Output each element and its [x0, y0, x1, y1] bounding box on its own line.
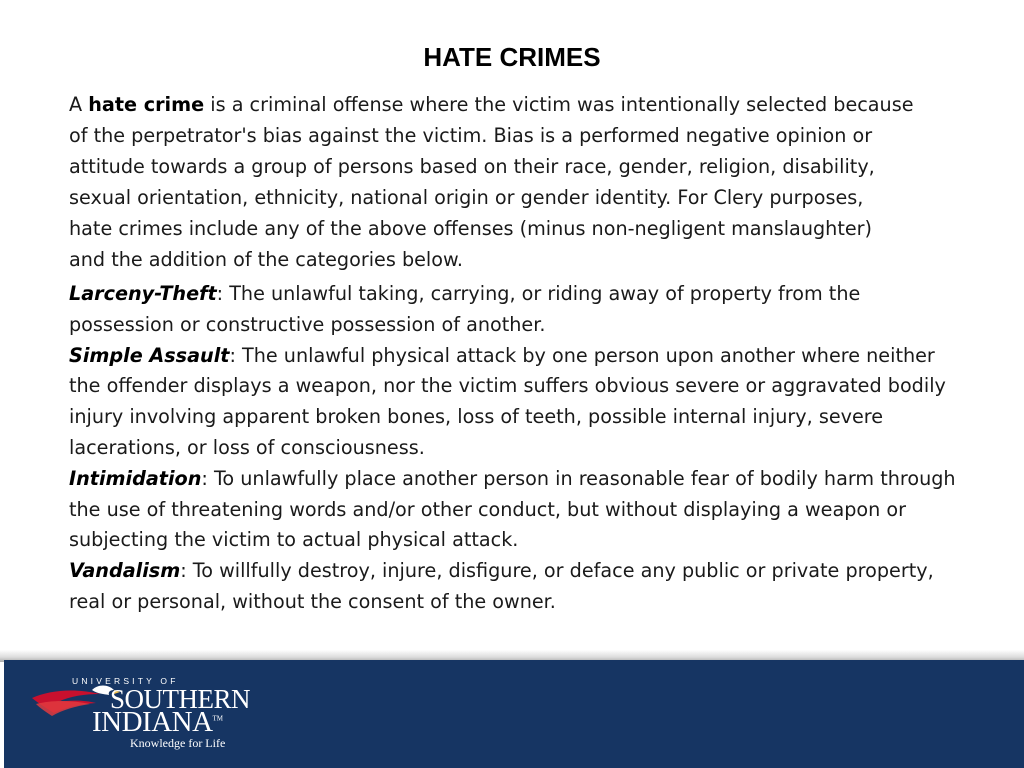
slide-title: HATE CRIMES — [423, 42, 601, 72]
intro-paragraph — [69, 89, 1019, 275]
logo-indiana-text: INDIANA — [92, 706, 213, 738]
definition-line: real or personal, without the consent of the owner. — [69, 589, 556, 613]
intro-line: and the addition of the categories below. — [69, 248, 464, 271]
definition-line — [69, 341, 1019, 372]
university-logo — [30, 668, 260, 756]
definition-text: : To unlawfully place another person in reasonable fear of bodily harm through — [201, 466, 956, 490]
definition-line — [69, 464, 1019, 495]
definition-line: the offender displays a weapon, nor the victim suffers obvious severe or aggravated bodily — [69, 374, 946, 398]
logo-university-of: UNIVERSITY OF — [72, 676, 179, 686]
slide-body — [69, 89, 1019, 618]
definition-text: : To willfully destroy, injure, disfigure, or deface any public or private property, — [180, 559, 934, 583]
logo-indiana — [92, 706, 223, 739]
definition-line: subjecting the victim to actual physical attack. — [69, 528, 519, 552]
definition-line — [69, 279, 1019, 310]
definition-term: Intimidation — [69, 466, 202, 490]
intro-line: of the perpetrator's bias against the victim. Bias is a performed negative opinion or — [69, 124, 873, 147]
definition-text: : The unlawful taking, carrying, or riding away of property from the — [216, 282, 861, 305]
definitions-list — [69, 279, 1019, 618]
logo-southern: SOUTHERN — [110, 684, 251, 714]
intro-lead-article: A — [69, 93, 83, 116]
definition-term: Simple Assault — [69, 343, 230, 367]
intro-term-hate-crime: hate crime — [88, 93, 205, 116]
definition-intimidation — [69, 464, 1019, 556]
definition-line: possession or constructive possession of another. — [69, 312, 546, 336]
definition-larceny-theft — [69, 279, 1019, 341]
intro-line: hate crimes include any of the above offenses (minus non-negligent manslaughter) — [69, 217, 873, 240]
definition-vandalism — [69, 556, 1019, 618]
definition-line: injury involving apparent broken bones, loss of teeth, possible internal injury, severe — [69, 405, 884, 429]
definition-term: Vandalism — [69, 559, 181, 583]
definition-text: : The unlawful physical attack by one person upon another where neither — [229, 343, 935, 367]
definition-simple-assault — [69, 341, 1019, 464]
intro-line-text: is a criminal offense where the victim was intentionally selected because — [210, 93, 914, 116]
definition-line — [69, 556, 1019, 587]
logo-trademark: TM — [212, 714, 224, 723]
definition-term: Larceny-Theft — [69, 282, 217, 305]
logo-tagline: Knowledge for Life — [130, 736, 226, 750]
intro-line: sexual orientation, ethnicity, national origin or gender identity. For Clery purposes, — [69, 186, 864, 209]
intro-line — [69, 89, 1019, 120]
definition-line: lacerations, or loss of consciousness. — [69, 435, 425, 459]
intro-line: attitude towards a group of persons based on their race, gender, religion, disability, — [69, 155, 875, 178]
definition-line: the use of threatening words and/or other conduct, but without displaying a weapon or — [69, 497, 907, 521]
